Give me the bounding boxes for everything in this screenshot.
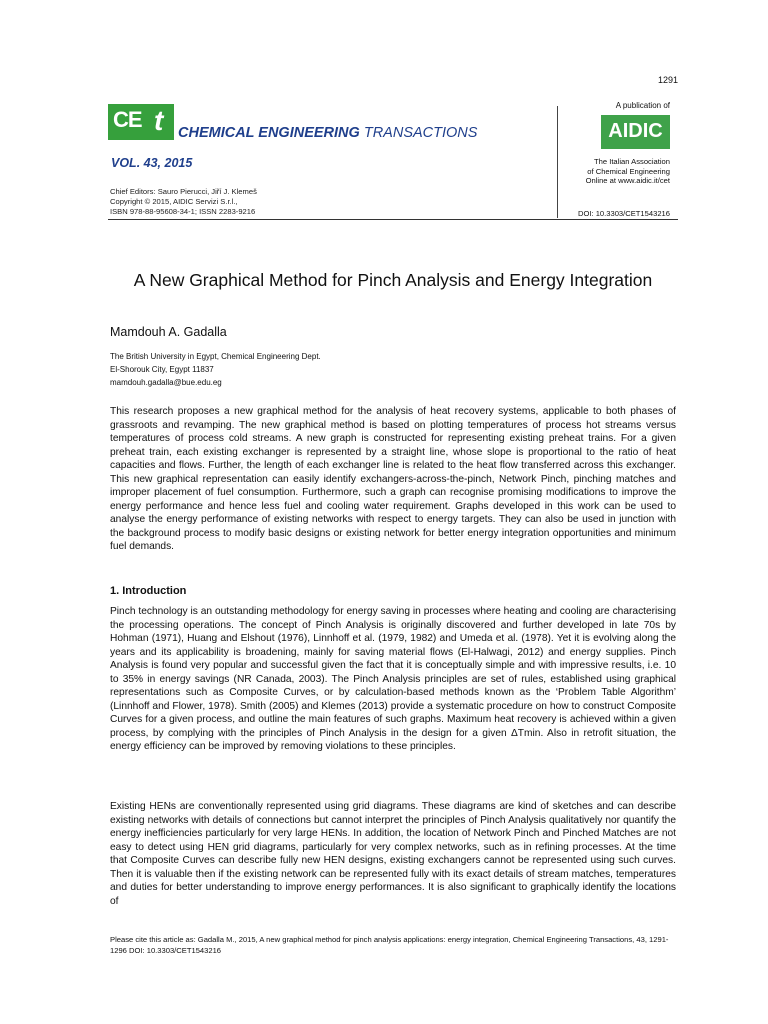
journal-title bbox=[178, 125, 477, 141]
association-line: The Italian Association bbox=[594, 157, 670, 166]
paragraph: Existing HENs are conventionally represented using grid diagrams. These diagrams are kind of sketches and can describe existing networks with details of connections but cannot interpret the principles of Pinch Analysis qualitatively nor quantify the energy inefficiencies particularly for very large HENs. In addition, the location of Network Pinch and Pinched Matches are not easy to detect using HEN grid diagrams, particularly for very complex networks, such as in refining processes. At the time that Composite Curves can describe fully new HEN designs, existing exchangers cannot be represented using such curves. Then it is valuable then if the existing network can be represented fully with its exact details of stream matches, temperatures and duties for better understanding to improve energy performances. It is also significant to graphically identify the locations of bbox=[110, 801, 676, 907]
cet-logo-text: CE bbox=[113, 107, 142, 132]
paragraph: Pinch technology is an outstanding methodology for energy saving in processes where heating and cooling are characterising the processing operations. The concept of Pinch Analysis is originally discovered and further developed in late 70s by Hohman (1971), Huang and Elshout (1976), Linnhoff et al. (1979, 1982) and Umeda et al. (1978). Yet it is evolving along the years and its applicability is broadening, mainly for saving material flows (El-Halwagi, 2012) and energy supplies. Pinch Analysis is found very popular and successful given the fact that it is conceptually simple and with impressive results, i.e. 10 to 35% in energy savings (NR Canada, 2003). The Pinch Analysis principles are set of rules, established using graphical representations such as Composite Curves, or by calculation-based methods known as the ‘Problem Table Algorithm’ (Linnhoff and Flower, 1978). Smith (2005) and Klemes (2013) provide a systematic procedure on how to construct Composite Curves for a given process, and outline the main features of such graphs. Maximum heat recovery is achieved within a given process, by complying with the principles of Pinch Analysis in the design for a given ΔTmin. Also in retrofit situation, the energy efficiency can be improved by removing violations to these principles. bbox=[110, 606, 676, 752]
journal-title-rest: TRANSACTIONS bbox=[363, 125, 478, 141]
volume: VOL. 43, 2015 bbox=[111, 156, 193, 170]
header-divider-vertical bbox=[557, 106, 558, 218]
page-number: 1291 bbox=[657, 75, 678, 85]
editors-block bbox=[110, 187, 257, 217]
affiliation bbox=[110, 350, 321, 389]
cet-logo-accent: t bbox=[154, 105, 164, 136]
online-link[interactable]: Online at www.aidic.it/cet bbox=[585, 176, 670, 185]
copyright-line: Copyright © 2015, AIDIC Servizi S.r.l., bbox=[110, 197, 238, 206]
editors-line: Chief Editors: Sauro Pierucci, Jiří J. Klemeš bbox=[110, 187, 257, 196]
isbn-line: ISBN 978-88-95608-34-1; ISSN 2283-9216 bbox=[110, 207, 256, 216]
association-line: of Chemical Engineering bbox=[587, 166, 670, 176]
citation-footnote: Please cite this article as: Gadalla M., 2015, A new graphical method for pinch analysis applications: energy integration, Chemical Engineering Transactions, 43, 1291-1296 DOI: 10.3303/CET1543216 bbox=[110, 935, 669, 955]
paper-title: A New Graphical Method for Pinch Analysis and Energy Integration bbox=[133, 270, 653, 290]
cet-logo bbox=[108, 104, 174, 140]
aidic-logo-text: AIDIC bbox=[608, 120, 663, 142]
author-email[interactable]: mamdouh.gadalla@bue.edu.eg bbox=[110, 378, 222, 387]
affiliation-line: The British University in Egypt, Chemical Engineering Dept. bbox=[110, 352, 321, 361]
section-heading: 1. Introduction bbox=[110, 585, 187, 597]
author: Mamdouh A. Gadalla bbox=[110, 325, 227, 339]
doi: DOI: 10.3303/CET1543216 bbox=[577, 209, 670, 218]
aidic-logo bbox=[601, 115, 670, 149]
publication-label: A publication of bbox=[615, 101, 670, 110]
abstract: This research proposes a new graphical method for the analysis of heat recovery systems, applicable to both phases of grassroots and revamping. The new graphical method is based on plotting temperatures of process hot streams versus temperatures of process cold streams. A new graph is constructed for representing existing preheat trains. For a given preheat train, each existing exchanger is represented by a straight line, whose slope is proportional to the ratio of heat capacities and flows. Further, the length of each exchanger line is related to the heat flow transferred across this exchanger. This new graphical representation can easily identify exchangers-across-the-pinch, Network Pinch, pinching matches and improper placement of fuel consumption. Furthermore, such a graph can recognise promising modifications to improve the energy performance and hence less fuel and cooling water requirement. Graphs developed in this work can be used to analyse the energy performance of existing networks with respect to energy targets. They can also be used in junction with the background process to modify basic designs or existing network for better energy integration opportunities and minimum fuel demands. bbox=[110, 406, 676, 552]
affiliation-line: El-Shorouk City, Egypt 11837 bbox=[110, 365, 214, 374]
association-info bbox=[560, 157, 670, 186]
header-divider bbox=[108, 219, 678, 220]
journal-title-bold: CHEMICAL ENGINEERING bbox=[178, 125, 360, 141]
